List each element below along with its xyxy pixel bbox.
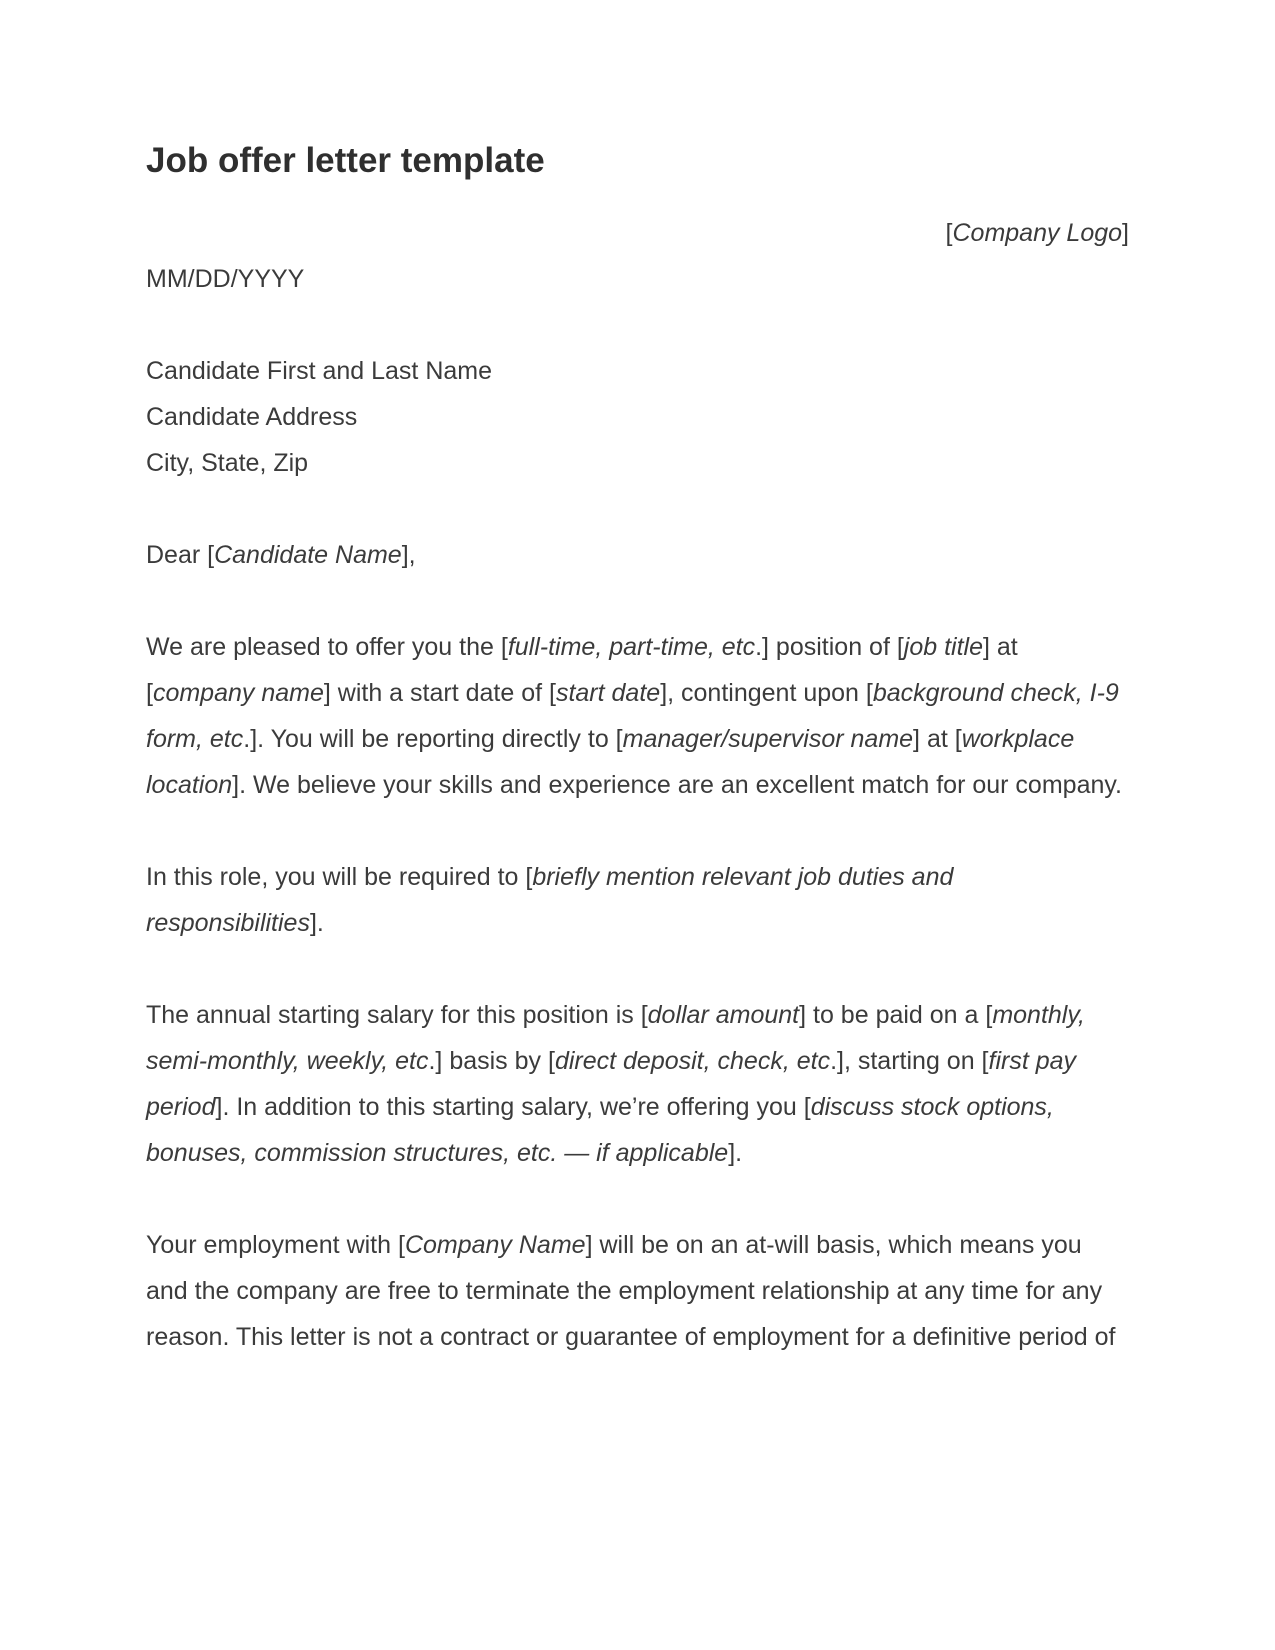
paragraph-role-duties: In this role, you will be required to [briefly mention relevant job duties and responsibilities]. (146, 863, 954, 937)
paragraph-offer: We are pleased to offer you the [full-time, part-time, etc.] position of [job title] at [company name] with a start date of [start date], contingent upon [background check, I-9 form, etc.]. You will be reporting directly to [manager/supervisor name] at [workplace location]. We believe your skills and experience are an excellent match for our company. (146, 633, 1122, 799)
company-logo-placeholder: [Company Logo] (945, 219, 1129, 247)
paragraph-salary: The annual starting salary for this position is [dollar amount] to be paid on a [monthly, semi-monthly, weekly, etc.] basis by [direct deposit, check, etc.], starting on [first pay period]. In addition to this starting salary, we’re offering you [discuss stock options, bonuses, commission structures, etc. — if applicable]. (146, 1001, 1085, 1167)
salutation-line: Dear [Candidate Name], (146, 541, 416, 569)
date-line: MM/DD/YYYY (146, 265, 305, 293)
recipient-city-state-zip-line: City, State, Zip (146, 449, 309, 477)
recipient-address-line: Candidate Address (146, 403, 358, 431)
recipient-name-line: Candidate First and Last Name (146, 357, 493, 385)
paragraph-at-will: Your employment with [Company Name] will be on an at-will basis, which means you and the company are free to terminate the employment relationship at any time for any reason. This letter is not a contract or guarantee of employment for a definitive period of (146, 1231, 1116, 1351)
recipient-address-block (146, 348, 1129, 486)
document-title: Job offer letter template (146, 141, 545, 180)
